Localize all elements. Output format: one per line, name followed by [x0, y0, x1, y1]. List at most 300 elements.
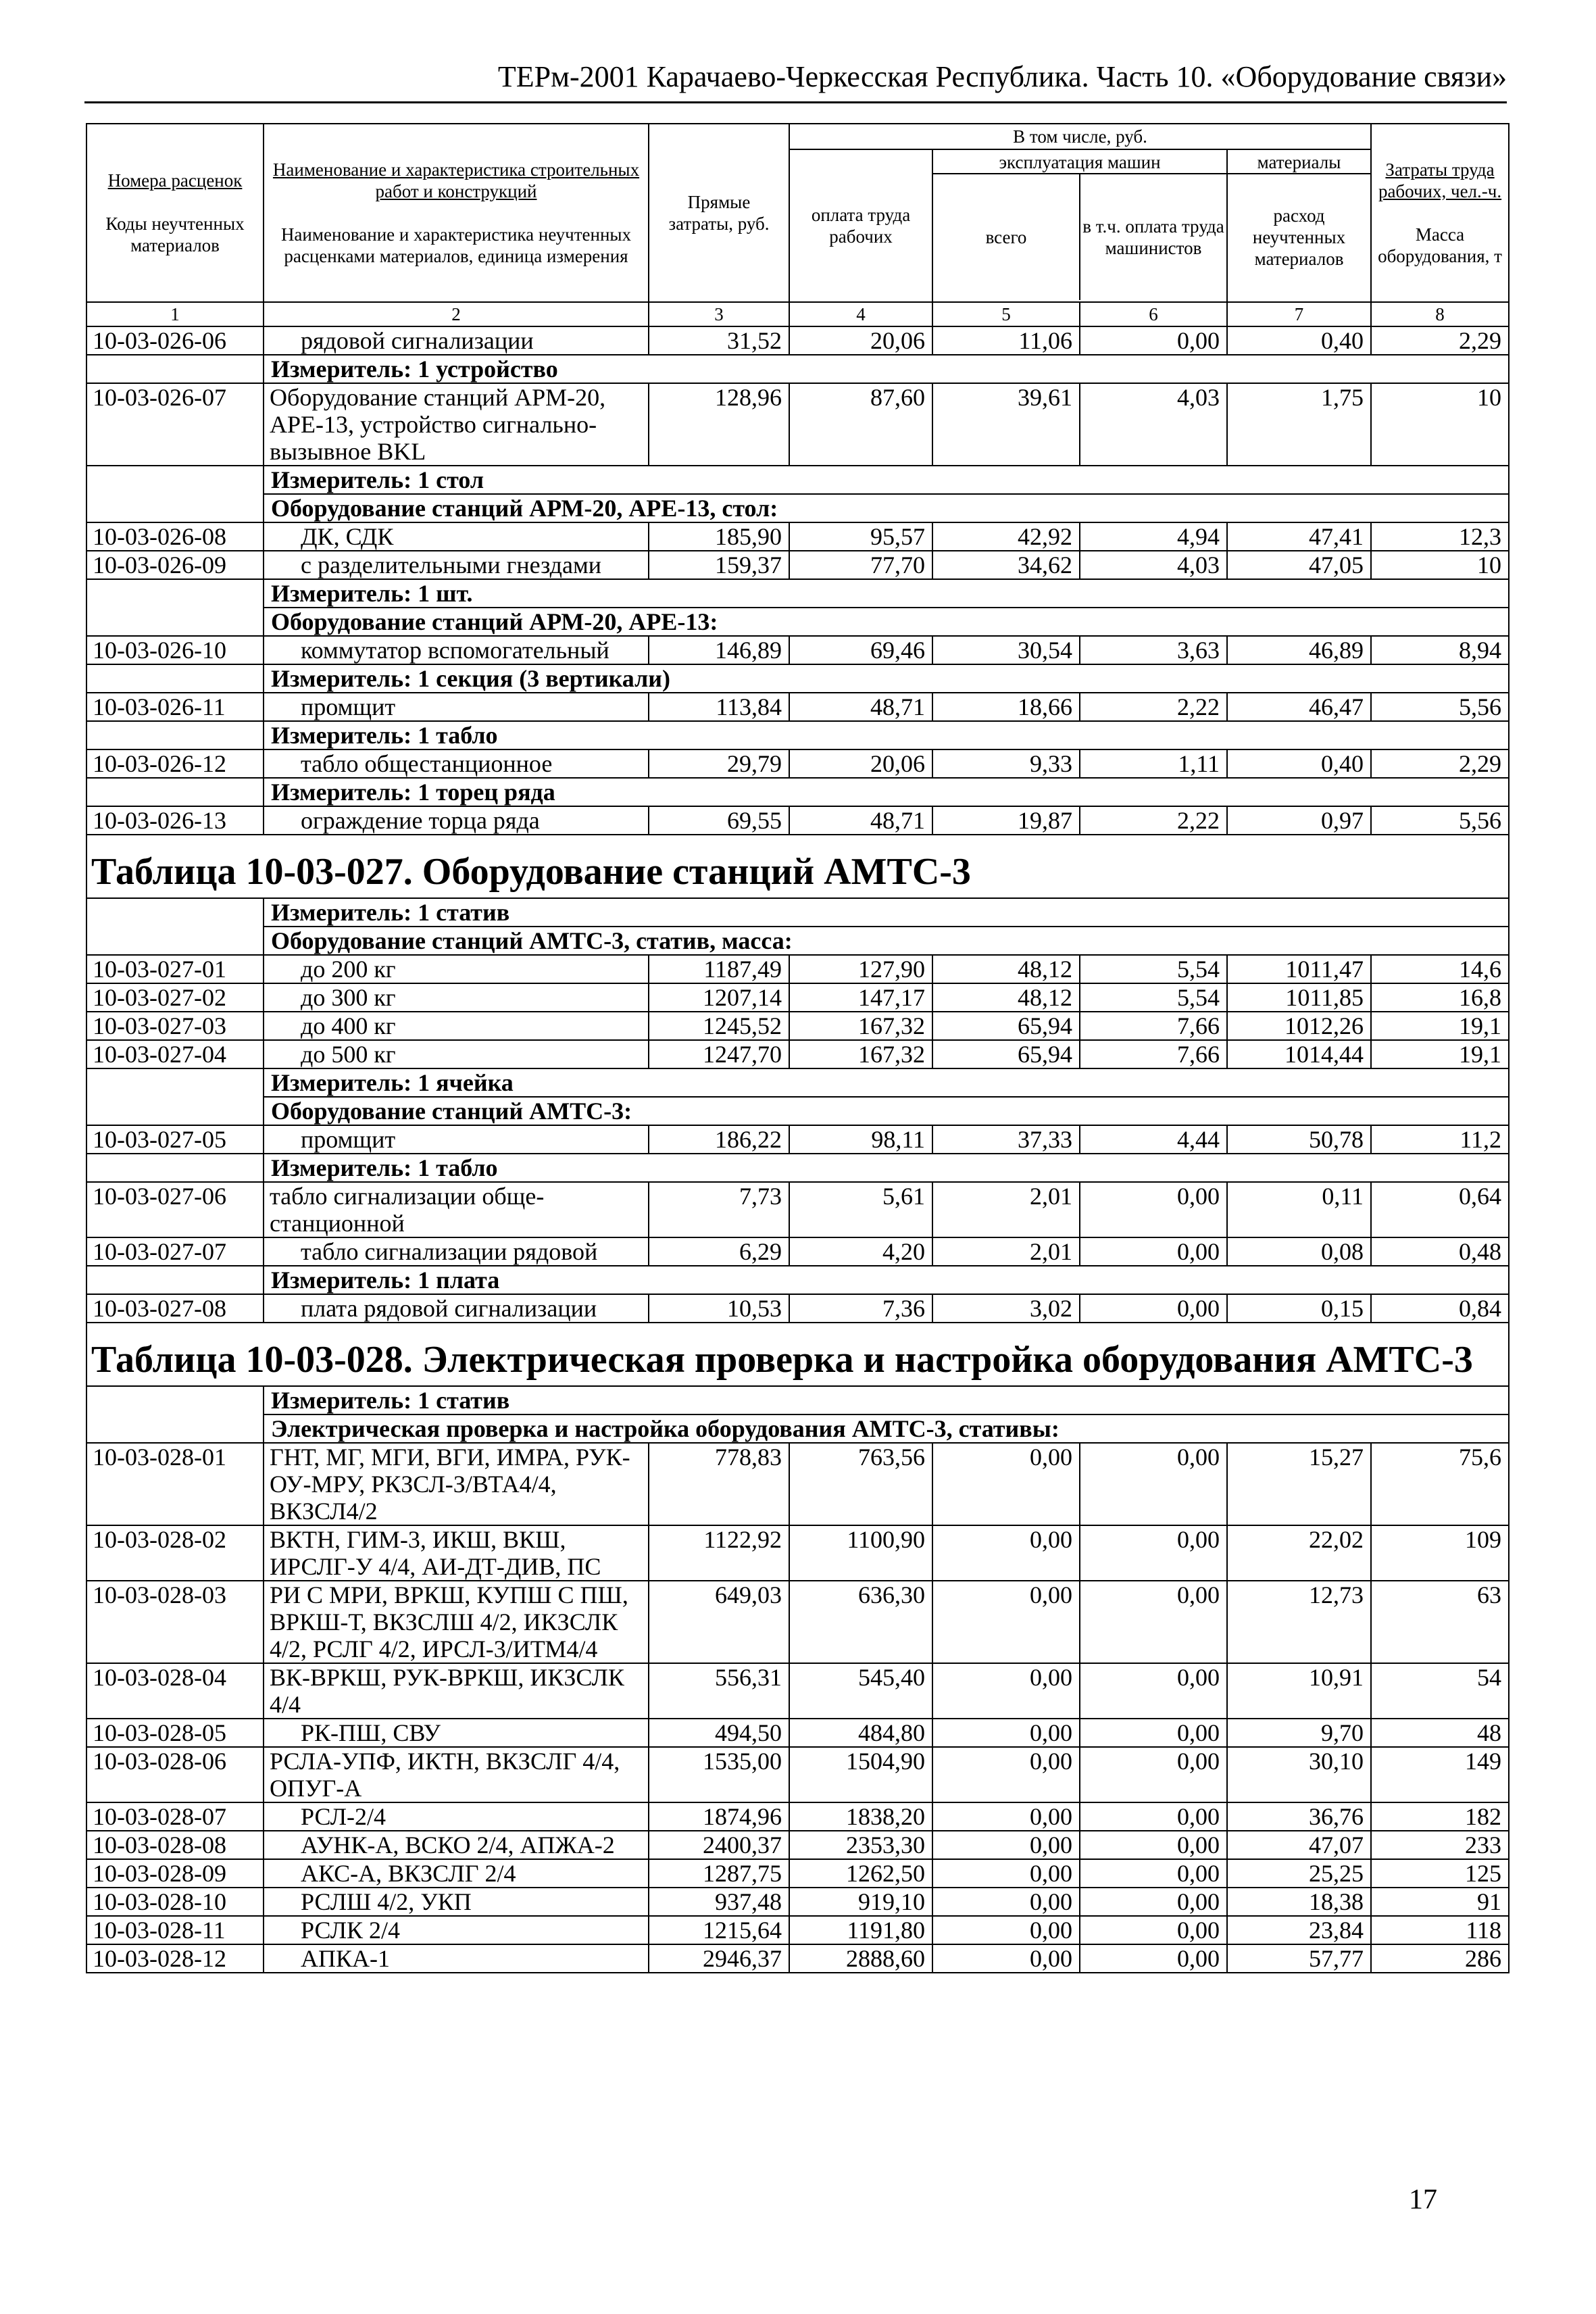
cost-value: 0,00 — [1080, 1831, 1227, 1859]
col-num: 6 — [1080, 302, 1227, 326]
cost-value: 0,00 — [1080, 1888, 1227, 1916]
col-labor-header — [1371, 124, 1509, 302]
col-machines-header — [932, 149, 1227, 302]
cost-value: 1207,14 — [649, 983, 789, 1012]
empty-cell — [86, 721, 264, 749]
col-num: 1 — [86, 302, 264, 326]
cost-value: 763,56 — [789, 1443, 932, 1525]
cost-value: 0,15 — [1227, 1294, 1371, 1323]
table-row — [86, 1125, 1509, 1154]
table-row — [86, 1581, 1509, 1663]
cost-value: 20,06 — [789, 749, 932, 778]
cost-value: 34,62 — [932, 551, 1080, 579]
rate-code: 10-03-026-10 — [86, 636, 264, 664]
table-row — [86, 1443, 1509, 1525]
cost-value: 0,00 — [1080, 1581, 1227, 1663]
cost-value: 109 — [1371, 1525, 1509, 1581]
work-name: рядовой сигнализации — [264, 326, 649, 355]
cost-value: 18,66 — [932, 693, 1080, 721]
work-name: АКС-А, ВКЗСЛГ 2/4 — [264, 1859, 649, 1888]
running-header: ТЕРм-2001 Карачаево-Черкесская Республика. Часть 10. «Оборудование связи» — [497, 60, 1507, 93]
cost-value: 1,75 — [1227, 383, 1371, 466]
col-labor-label: Затраты труда рабочих, чел.-ч. — [1378, 159, 1502, 201]
rate-code: 10-03-027-07 — [86, 1237, 264, 1266]
unit-of-measure: Измеритель: 1 ячейка — [264, 1068, 1509, 1097]
group-heading: Оборудование станций АМТС-3: — [264, 1097, 1509, 1125]
work-name: до 300 кг — [264, 983, 649, 1012]
unit-of-measure: Измеритель: 1 статив — [264, 1386, 1509, 1414]
cost-value: 47,05 — [1227, 551, 1371, 579]
cost-value: 0,00 — [1080, 1294, 1227, 1323]
table-title-row — [86, 1323, 1509, 1386]
cost-value: 19,1 — [1371, 1012, 1509, 1040]
cost-value: 556,31 — [649, 1663, 789, 1719]
cost-value: 7,66 — [1080, 1040, 1227, 1068]
cost-value: 10,53 — [649, 1294, 789, 1323]
col-code-header — [86, 124, 264, 302]
table-row — [86, 1040, 1509, 1068]
cost-value: 2353,30 — [789, 1831, 932, 1859]
table-row — [86, 1888, 1509, 1916]
rate-code: 10-03-028-04 — [86, 1663, 264, 1719]
group-heading: Электрическая проверка и настройка оборудования АМТС-3, стативы: — [264, 1414, 1509, 1443]
col-name-label: Наименование и характеристика строительных работ и конструкций — [272, 159, 640, 201]
cost-value: 39,61 — [932, 383, 1080, 466]
measure-row — [86, 1386, 1509, 1414]
rate-code: 10-03-026-07 — [86, 383, 264, 466]
cost-value: 0,00 — [1080, 1663, 1227, 1719]
cost-value: 36,76 — [1227, 1802, 1371, 1831]
empty-cell — [86, 664, 264, 693]
cost-value: 4,94 — [1080, 522, 1227, 551]
work-name: с разделительными гнездами — [264, 551, 649, 579]
rate-code: 10-03-026-11 — [86, 693, 264, 721]
cost-value: 1215,64 — [649, 1916, 789, 1944]
cost-value: 10 — [1371, 551, 1509, 579]
cost-value: 12,73 — [1227, 1581, 1371, 1663]
col-machines-total: всего — [933, 174, 1080, 300]
cost-value: 7,73 — [649, 1182, 789, 1237]
col-num: 2 — [264, 302, 649, 326]
work-name: Оборудование станций АРМ-20, АРЕ-13, устройство сигнально-вызывное BKL — [264, 383, 649, 466]
cost-value: 0,00 — [932, 1888, 1080, 1916]
work-name: РСЛШ 4/2, УКП — [264, 1888, 649, 1916]
col-name-header — [264, 124, 649, 302]
table-row — [86, 1237, 1509, 1266]
group-heading: Оборудование станций АРМ-20, АРЕ-13, стол: — [264, 494, 1509, 522]
cost-value: 185,90 — [649, 522, 789, 551]
table-row — [86, 806, 1509, 835]
cost-value: 1100,90 — [789, 1525, 932, 1581]
cost-value: 10 — [1371, 383, 1509, 466]
col-mat-name-label: Наименование и характеристика неучтенных расценками материалов, единица измерения — [280, 224, 632, 266]
cost-value: 1012,26 — [1227, 1012, 1371, 1040]
cost-value: 4,44 — [1080, 1125, 1227, 1154]
work-name: РК-ПШ, СВУ — [264, 1719, 649, 1747]
rate-code: 10-03-028-11 — [86, 1916, 264, 1944]
work-name: коммутатор вспомогательный — [264, 636, 649, 664]
rate-code: 10-03-028-06 — [86, 1747, 264, 1802]
cost-value: 149 — [1371, 1747, 1509, 1802]
cost-value: 182 — [1371, 1802, 1509, 1831]
empty-cell — [86, 1414, 264, 1443]
unit-of-measure: Измеритель: 1 плата — [264, 1266, 1509, 1294]
table-row — [86, 1294, 1509, 1323]
col-num: 3 — [649, 302, 789, 326]
cost-value: 0,40 — [1227, 749, 1371, 778]
cost-value: 47,41 — [1227, 522, 1371, 551]
cost-value: 3,63 — [1080, 636, 1227, 664]
table-row — [86, 383, 1509, 466]
group-row — [86, 494, 1509, 522]
cost-value: 0,00 — [932, 1944, 1080, 1973]
measure-row — [86, 466, 1509, 494]
work-name: табло общестанционное — [264, 749, 649, 778]
cost-value: 2,22 — [1080, 806, 1227, 835]
cost-value: 0,11 — [1227, 1182, 1371, 1237]
cost-value: 9,33 — [932, 749, 1080, 778]
table-row — [86, 749, 1509, 778]
empty-cell — [86, 927, 264, 955]
cost-value: 48 — [1371, 1719, 1509, 1747]
cost-value: 0,00 — [1080, 1916, 1227, 1944]
cost-value: 10,91 — [1227, 1663, 1371, 1719]
table-row — [86, 1012, 1509, 1040]
empty-cell — [86, 608, 264, 636]
cost-value: 20,06 — [789, 326, 932, 355]
cost-value: 636,30 — [789, 1581, 932, 1663]
measure-row — [86, 355, 1509, 383]
cost-value: 16,8 — [1371, 983, 1509, 1012]
unit-of-measure: Измеритель: 1 стол — [264, 466, 1509, 494]
cost-value: 2,29 — [1371, 326, 1509, 355]
group-row — [86, 927, 1509, 955]
cost-value: 233 — [1371, 1831, 1509, 1859]
empty-cell — [86, 898, 264, 927]
cost-value: 95,57 — [789, 522, 932, 551]
group-row — [86, 1097, 1509, 1125]
column-number-row — [86, 302, 1509, 326]
empty-cell — [86, 355, 264, 383]
table-row — [86, 1831, 1509, 1859]
work-name: табло сигнализации обще- станционной — [264, 1182, 649, 1237]
cost-value: 42,92 — [932, 522, 1080, 551]
cost-value: 0,00 — [1080, 326, 1227, 355]
cost-value: 1535,00 — [649, 1747, 789, 1802]
header-row-1 — [86, 124, 1509, 149]
cost-value: 778,83 — [649, 1443, 789, 1525]
cost-value: 98,11 — [789, 1125, 932, 1154]
work-name: ограждение торца ряда — [264, 806, 649, 835]
empty-cell — [86, 466, 264, 494]
cost-value: 4,03 — [1080, 383, 1227, 466]
rate-code: 10-03-027-03 — [86, 1012, 264, 1040]
cost-value: 0,84 — [1371, 1294, 1509, 1323]
cost-value: 30,10 — [1227, 1747, 1371, 1802]
table-title: Таблица 10-03-027. Оборудование станций АМТС-3 — [86, 835, 1509, 898]
cost-value: 1838,20 — [789, 1802, 932, 1831]
cost-value: 69,46 — [789, 636, 932, 664]
cost-value: 75,6 — [1371, 1443, 1509, 1525]
cost-value: 4,03 — [1080, 551, 1227, 579]
cost-value: 1504,90 — [789, 1747, 932, 1802]
unit-of-measure: Измеритель: 1 устройство — [264, 355, 1509, 383]
work-name: промщит — [264, 1125, 649, 1154]
empty-cell — [86, 579, 264, 608]
cost-value: 0,00 — [932, 1443, 1080, 1525]
cost-value: 1191,80 — [789, 1916, 932, 1944]
cost-value: 11,06 — [932, 326, 1080, 355]
cost-value: 167,32 — [789, 1040, 932, 1068]
table-row — [86, 1525, 1509, 1581]
cost-value: 0,64 — [1371, 1182, 1509, 1237]
cost-value: 1874,96 — [649, 1802, 789, 1831]
empty-cell — [86, 1154, 264, 1182]
cost-value: 0,00 — [932, 1802, 1080, 1831]
table-row — [86, 1859, 1509, 1888]
measure-row — [86, 664, 1509, 693]
work-name: ВКТН, ГИМ-3, ИКШ, ВКШ, ИРСЛГ-У 4/4, АИ-ДТ-ДИВ, ПС — [264, 1525, 649, 1581]
cost-value: 1247,70 — [649, 1040, 789, 1068]
work-name: до 500 кг — [264, 1040, 649, 1068]
cost-value: 9,70 — [1227, 1719, 1371, 1747]
empty-cell — [86, 494, 264, 522]
cost-value: 167,32 — [789, 1012, 932, 1040]
work-name: АПКА-1 — [264, 1944, 649, 1973]
cost-value: 22,02 — [1227, 1525, 1371, 1581]
cost-value: 31,52 — [649, 326, 789, 355]
rate-code: 10-03-028-08 — [86, 1831, 264, 1859]
rate-code: 10-03-028-03 — [86, 1581, 264, 1663]
work-name: до 400 кг — [264, 1012, 649, 1040]
cost-value: 0,00 — [1080, 1802, 1227, 1831]
col-mat-code-label: Коды неучтенных материалов — [105, 214, 245, 255]
cost-value: 47,07 — [1227, 1831, 1371, 1859]
cost-value: 2,29 — [1371, 749, 1509, 778]
empty-cell — [86, 1097, 264, 1125]
rate-code: 10-03-028-09 — [86, 1859, 264, 1888]
cost-value: 0,00 — [932, 1747, 1080, 1802]
col-code-label: Номера расценок — [107, 170, 243, 191]
cost-value: 0,00 — [932, 1581, 1080, 1663]
cost-value: 2946,37 — [649, 1944, 789, 1973]
cost-value: 2400,37 — [649, 1831, 789, 1859]
cost-value: 1122,92 — [649, 1525, 789, 1581]
work-name: РСЛА-УПФ, ИКТН, ВКЗСЛГ 4/4, ОПУГ-А — [264, 1747, 649, 1802]
cost-value: 63 — [1371, 1581, 1509, 1663]
cost-value: 147,17 — [789, 983, 932, 1012]
table-row — [86, 955, 1509, 983]
page-number: 17 — [1409, 2184, 1437, 2215]
rate-code: 10-03-026-09 — [86, 551, 264, 579]
col-incl-header: В том числе, руб. — [789, 124, 1371, 149]
cost-value: 1011,47 — [1227, 955, 1371, 983]
cost-value: 48,12 — [932, 983, 1080, 1012]
col-direct-header: Прямые затраты, руб. — [649, 124, 789, 302]
col-materials-header — [1227, 149, 1371, 302]
table-title: Таблица 10-03-028. Электрическая проверка и настройка оборудования АМТС-3 — [86, 1323, 1509, 1386]
rate-code: 10-03-026-06 — [86, 326, 264, 355]
cost-value: 159,37 — [649, 551, 789, 579]
group-heading: Оборудование станций АРМ-20, АРЕ-13: — [264, 608, 1509, 636]
cost-value: 0,00 — [1080, 1182, 1227, 1237]
cost-value: 128,96 — [649, 383, 789, 466]
cost-value: 1262,50 — [789, 1859, 932, 1888]
cost-value: 19,1 — [1371, 1040, 1509, 1068]
cost-value: 19,87 — [932, 806, 1080, 835]
work-name: РСЛК 2/4 — [264, 1916, 649, 1944]
cost-value: 4,20 — [789, 1237, 932, 1266]
cost-value: 545,40 — [789, 1663, 932, 1719]
cost-value: 2,01 — [932, 1237, 1080, 1266]
cost-value: 5,56 — [1371, 693, 1509, 721]
cost-value: 11,2 — [1371, 1125, 1509, 1154]
rate-code: 10-03-027-05 — [86, 1125, 264, 1154]
table-row — [86, 693, 1509, 721]
cost-value: 0,97 — [1227, 806, 1371, 835]
unit-of-measure: Измеритель: 1 шт. — [264, 579, 1509, 608]
table-row — [86, 1916, 1509, 1944]
cost-value: 0,00 — [932, 1663, 1080, 1719]
cost-value: 77,70 — [789, 551, 932, 579]
table-title-row — [86, 835, 1509, 898]
table-row — [86, 1802, 1509, 1831]
col-machines-label: эксплуатация машин — [933, 151, 1226, 174]
rate-code: 10-03-028-10 — [86, 1888, 264, 1916]
cost-value: 57,77 — [1227, 1944, 1371, 1973]
cost-value: 937,48 — [649, 1888, 789, 1916]
table-row — [86, 551, 1509, 579]
cost-value: 1187,49 — [649, 955, 789, 983]
table-row — [86, 983, 1509, 1012]
cost-value: 48,12 — [932, 955, 1080, 983]
cost-value: 5,54 — [1080, 983, 1227, 1012]
cost-value: 0,00 — [932, 1831, 1080, 1859]
cost-value: 118 — [1371, 1916, 1509, 1944]
col-machines-sub — [933, 174, 1226, 300]
rate-code: 10-03-026-12 — [86, 749, 264, 778]
unit-of-measure: Измеритель: 1 торец ряда — [264, 778, 1509, 806]
cost-value: 69,55 — [649, 806, 789, 835]
cost-value: 2,22 — [1080, 693, 1227, 721]
table-row — [86, 522, 1509, 551]
cost-value: 7,66 — [1080, 1012, 1227, 1040]
table-row — [86, 1182, 1509, 1237]
cost-value: 286 — [1371, 1944, 1509, 1973]
cost-value: 1245,52 — [649, 1012, 789, 1040]
measure-row — [86, 1266, 1509, 1294]
cost-value: 0,00 — [1080, 1443, 1227, 1525]
col-wage-header: оплата труда рабочих — [789, 149, 932, 302]
col-num: 4 — [789, 302, 932, 326]
cost-value: 5,61 — [789, 1182, 932, 1237]
rate-code: 10-03-027-01 — [86, 955, 264, 983]
work-name: промщит — [264, 693, 649, 721]
work-name: РИ С МРИ, ВРКШ, КУПШ С ПШ, ВРКШ-Т, ВКЗСЛШ 4/2, ИКЗСЛК 4/2, РСЛГ 4/2, ИРСЛ-3/ИТМ4/4 — [264, 1581, 649, 1663]
measure-row — [86, 778, 1509, 806]
rate-code: 10-03-027-04 — [86, 1040, 264, 1068]
work-name: табло сигнализации рядовой — [264, 1237, 649, 1266]
empty-cell — [86, 1386, 264, 1414]
empty-cell — [86, 1266, 264, 1294]
work-name: до 200 кг — [264, 955, 649, 983]
col-materials-label: материалы — [1228, 151, 1370, 174]
rate-code: 10-03-028-01 — [86, 1443, 264, 1525]
cost-value: 3,02 — [932, 1294, 1080, 1323]
cost-value: 30,54 — [932, 636, 1080, 664]
header-rule — [84, 101, 1507, 103]
cost-value: 7,36 — [789, 1294, 932, 1323]
cost-value: 1014,44 — [1227, 1040, 1371, 1068]
rate-code: 10-03-026-08 — [86, 522, 264, 551]
work-name: ВК-ВРКШ, РУК-ВРКШ, ИКЗСЛК 4/4 — [264, 1663, 649, 1719]
measure-row — [86, 898, 1509, 927]
cost-value: 0,00 — [1080, 1859, 1227, 1888]
col-mass-label: Масса оборудования, т — [1378, 224, 1502, 266]
measure-row — [86, 1154, 1509, 1182]
col-num: 8 — [1371, 302, 1509, 326]
rate-code: 10-03-028-02 — [86, 1525, 264, 1581]
cost-value: 0,00 — [1080, 1944, 1227, 1973]
unit-of-measure: Измеритель: 1 табло — [264, 721, 1509, 749]
col-materials-use: расход неучтенных материалов — [1252, 205, 1346, 269]
cost-value: 146,89 — [649, 636, 789, 664]
cost-value: 186,22 — [649, 1125, 789, 1154]
cost-value: 12,3 — [1371, 522, 1509, 551]
cost-value: 494,50 — [649, 1719, 789, 1747]
cost-value: 87,60 — [789, 383, 932, 466]
cost-value: 0,48 — [1371, 1237, 1509, 1266]
table-row — [86, 326, 1509, 355]
price-table — [86, 123, 1510, 1973]
cost-value: 919,10 — [789, 1888, 932, 1916]
cost-value: 25,25 — [1227, 1859, 1371, 1888]
rate-code: 10-03-028-07 — [86, 1802, 264, 1831]
empty-cell — [86, 1068, 264, 1097]
cost-value: 127,90 — [789, 955, 932, 983]
cost-value: 14,6 — [1371, 955, 1509, 983]
cost-value: 0,00 — [932, 1916, 1080, 1944]
work-name: АУНК-А, ВСКО 2/4, АПЖА-2 — [264, 1831, 649, 1859]
table-row — [86, 1719, 1509, 1747]
cost-value: 5,56 — [1371, 806, 1509, 835]
cost-value: 0,00 — [1080, 1525, 1227, 1581]
work-name: РСЛ-2/4 — [264, 1802, 649, 1831]
work-name: плата рядовой сигнализации — [264, 1294, 649, 1323]
cost-value: 0,00 — [932, 1525, 1080, 1581]
rate-code: 10-03-028-05 — [86, 1719, 264, 1747]
col-num: 5 — [932, 302, 1080, 326]
cost-value: 2,01 — [932, 1182, 1080, 1237]
cost-value: 18,38 — [1227, 1888, 1371, 1916]
cost-value: 65,94 — [932, 1012, 1080, 1040]
cost-value: 0,00 — [1080, 1237, 1227, 1266]
cost-value: 0,00 — [932, 1719, 1080, 1747]
cost-value: 54 — [1371, 1663, 1509, 1719]
empty-cell — [86, 778, 264, 806]
rate-code: 10-03-027-06 — [86, 1182, 264, 1237]
rate-code: 10-03-028-12 — [86, 1944, 264, 1973]
work-name: ГНТ, МГ, МГИ, ВГИ, ИМРА, РУК-ОУ-МРУ, РКЗСЛ-З/ВТА4/4, ВКЗСЛ4/2 — [264, 1443, 649, 1525]
cost-value: 91 — [1371, 1888, 1509, 1916]
cost-value: 50,78 — [1227, 1125, 1371, 1154]
cost-value: 15,27 — [1227, 1443, 1371, 1525]
cost-value: 649,03 — [649, 1581, 789, 1663]
cost-value: 6,29 — [649, 1237, 789, 1266]
rate-code: 10-03-027-08 — [86, 1294, 264, 1323]
cost-value: 48,71 — [789, 806, 932, 835]
table-row — [86, 1944, 1509, 1973]
